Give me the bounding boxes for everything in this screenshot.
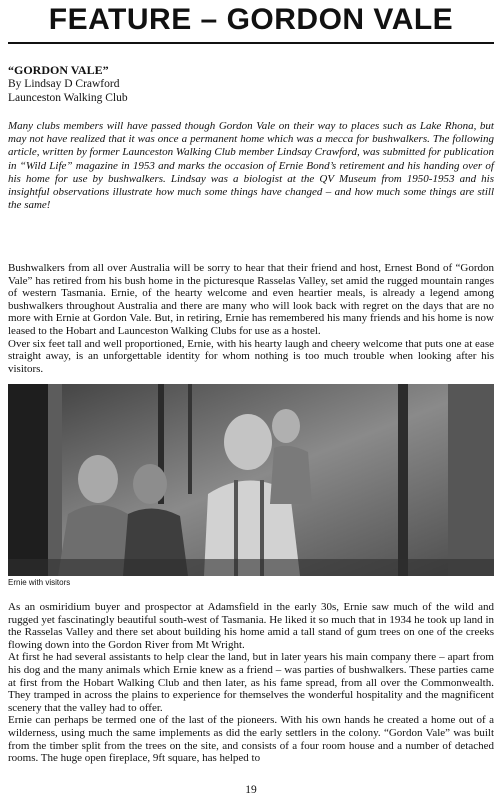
photo-ernie-with-visitors (8, 384, 494, 576)
intro-text: Many clubs members will have passed though Gordon Vale on their way to places such as Lake Rhona, but may not have realized that it was once a permanent home which was a mecca for bushwalkers. The following article, written by former Launceston Walking Club member Lindsay Crawford, was submitted for publication in “Wild Life” magazine in 1953 and marks the occasion of Ernie Bond’s retirement and his handing over of his home for use by bushwalkers. Lindsay was a biologist at the QV Museum from 1950-1953 and his insightful observations illustrate how much some things have changed – and how much some things are still the same! (8, 120, 494, 212)
photo-caption: Ernie with visitors (8, 578, 71, 587)
page-number: 19 (245, 784, 257, 796)
club-name: Launceston Walking Club (8, 92, 128, 104)
body-section-2 (8, 601, 494, 765)
page-title: FEATURE – GORDON VALE (48, 3, 454, 36)
article-title: “GORDON VALE” (8, 63, 109, 77)
body-paragraph: Bushwalkers from all over Australia will be sorry to hear that their friend and host, Ernest Bond of “Gordon Vale” has retired from his bush home in the picturesque Rasselas Valley, set amid the rugged mountain ranges of western Tasmania. Ernie, of the hearty welcome and even heartier meals, is already a legend among bushwalkers throughout Australia and there are many who will look back with regret on the days that are no more with Ernie at Gordon Vale. But, in retiring, Ernie has remembered his many friends and his home is now leased to the Hobart and Launceston Walking Clubs for use as a hostel. (8, 262, 494, 337)
body-paragraph: As an osmiridium buyer and prospector at Adamsfield in the early 30s, Ernie saw much of the wild and rugged yet fascinatingly beautiful south-west of Tasmania. He liked it so much that in 1934 he took up land in the Rasselas Valley and there set about building his home amid a tall stand of gum trees on one of the creeks flowing down into the Gordon River from Mt Wright. (8, 601, 494, 651)
body-paragraph: Over six feet tall and well proportioned, Ernie, with his hearty laugh and cheery welcome that puts one at ease straight away, is an unforgettable identity for whom nothing is too much trouble when looking after his visitors. (8, 337, 494, 375)
title-underline (8, 42, 494, 44)
page-header (0, 0, 502, 48)
byline (8, 63, 494, 105)
photo-image (8, 384, 494, 576)
body-section-1 (8, 262, 494, 375)
photo-figure (8, 384, 494, 576)
intro-paragraph (8, 120, 494, 212)
body-paragraph: At first he had several assistants to help clear the land, but in later years his main company there – apart from his dog and the many animals which Ernie knew as a friend – was parties of bushwalkers. These parties came at first from the Hobart Walking Club and then later, as his fame spread, from all over the Commonwealth. They tramped in across the plains to experience for themselves the wonderful hospitality and the magnificent scenery that the valley had to offer. (8, 651, 494, 714)
author: By Lindsay D Crawford (8, 78, 120, 90)
body-paragraph: Ernie can perhaps be termed one of the last of the pioneers. With his own hands he created a home out of a wilderness, using much the same implements as did the early settlers in the colony. “Gordon Vale” was built from the timber split from the trees on the site, and consists of a four room house and a number of detached rooms. The huge open fireplace, 9ft square, has helped to (8, 714, 494, 765)
